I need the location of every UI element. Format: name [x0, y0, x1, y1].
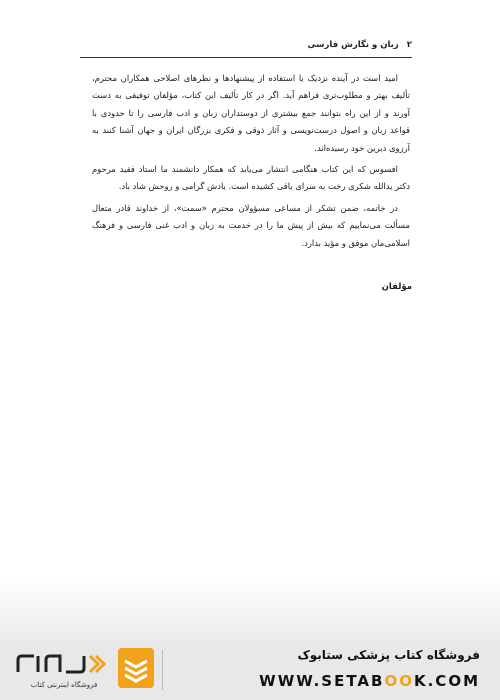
paragraph: افسوس که این کتاب هنگامی انتشار می‌یابد که همکار دانشمند ما استاد فقید مرحوم دکتر یدالله شکری رخت به سرای باقی کشیده است. یادش گرامی و روحش شاد باد.: [92, 164, 410, 192]
logo-wordmark: [14, 650, 106, 678]
url-accent: O: [399, 672, 414, 690]
store-url[interactable]: [180, 672, 480, 690]
book-title: زبان و نگارش فارسی: [307, 40, 399, 50]
url-accent: O: [384, 672, 400, 690]
signature: مؤلفان: [381, 282, 412, 292]
page-number: ۲: [406, 40, 412, 50]
running-head: [80, 40, 412, 54]
watermark-footer: [0, 640, 500, 700]
setabook-logo[interactable]: [14, 644, 154, 696]
body-text: [92, 70, 410, 256]
header-rule: [80, 57, 412, 58]
paragraph: امید است در آینده نزدیک با استفاده از پیشنهادها و نظرهای اصلاحی همکاران محترم، تألیف بهتر و مطلوب‌تری فراهم آید. اگر در کار تألیف این کتاب، مؤلفان توفیقی به دست آورند و از این راه بتوانند جمع بیشتری از دوستداران زبان و ادب فارسی را تا حدودی با قواعد زبان و اصول درست‌نویسی و آثار ذوقی و فکری بزرگان ایران و جهان آشنا کنند به آرزوی دیرین خود رسیده‌اند.: [92, 73, 410, 153]
paragraph: در خاتمه، ضمن تشکر از مساعی مسؤولان محترم «سمت»، از خداوند قادر متعال مسألت می‌نماییم که بیش از پیش ما را در خدمت به زبان و ادب غنی فارسی و فرهنگ اسلامی‌مان موفق و مؤید بدارد.: [92, 202, 410, 248]
url-part: WWW.SETAB: [259, 672, 385, 690]
store-title: فروشگاه کتاب پزشکی ستابوک: [297, 648, 480, 662]
book-stack-icon: [118, 648, 154, 688]
footer-divider: [162, 650, 163, 690]
logo-subtitle: فروشگاه اینترنتی کتاب: [30, 681, 98, 689]
url-part: K.COM: [413, 672, 480, 690]
